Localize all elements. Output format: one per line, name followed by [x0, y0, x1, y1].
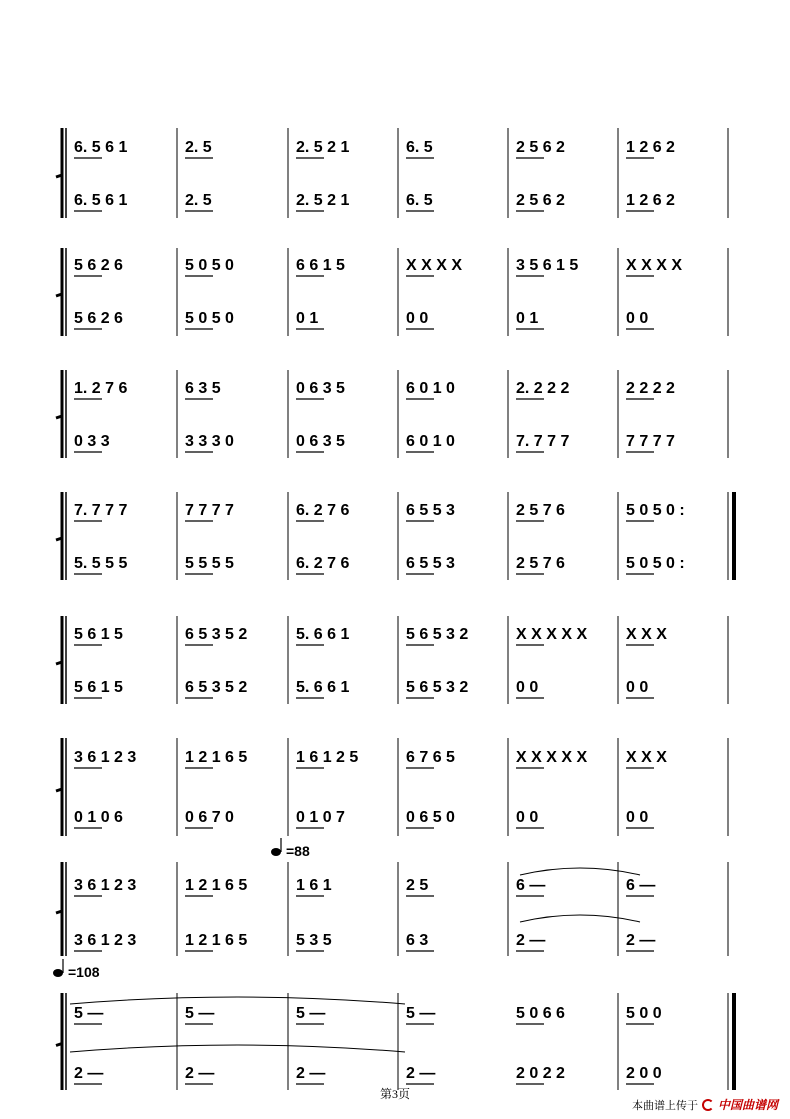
top-measure: 1 6 1	[296, 877, 332, 894]
top-measure: X X X X X	[516, 749, 588, 766]
footer-credit	[632, 1096, 778, 1113]
top-measure: X X X X	[626, 257, 683, 274]
top-measure: X X X X	[406, 257, 463, 274]
bottom-measure: 6 3	[406, 932, 429, 949]
bottom-measure: 0 1 0 6	[74, 809, 123, 826]
top-measure: 5 —	[406, 1005, 436, 1022]
bottom-measure: 0 0	[626, 679, 649, 696]
bottom-measure: 0 0	[626, 809, 649, 826]
system-bracket	[56, 616, 62, 704]
tie	[520, 868, 640, 875]
system-bracket	[56, 128, 62, 218]
bottom-measure: 6 5 5 3	[406, 555, 455, 572]
bottom-measure: 5 0 5 0	[185, 310, 234, 327]
top-measure: X X X X X	[516, 626, 588, 643]
bottom-measure: 5 6 2 6	[74, 310, 123, 327]
note-icon	[271, 848, 281, 856]
top-measure: 5 6 2 6	[74, 257, 123, 274]
bottom-measure: 2 —	[626, 932, 656, 949]
bottom-measure: 2. 5	[185, 192, 212, 209]
top-measure: 5 —	[296, 1005, 326, 1022]
top-measure: 5 6 5 3 2	[406, 626, 469, 643]
tempo-108: =108	[68, 964, 100, 980]
bottom-measure: 7. 7 7 7	[516, 433, 570, 450]
top-measure: 5 0 0	[626, 1005, 662, 1022]
bottom-measure: 2 5 6 2	[516, 192, 565, 209]
bottom-measure: 2 —	[406, 1065, 436, 1082]
bottom-measure: 2 0 2 2	[516, 1065, 565, 1082]
bottom-measure: 1 2 6 2	[626, 192, 675, 209]
bottom-measure: 0 3 3	[74, 433, 110, 450]
bottom-measure: 0 0	[516, 679, 539, 696]
top-measure: 6 5 3 5 2	[185, 626, 248, 643]
bottom-measure: 5 6 5 3 2	[406, 679, 469, 696]
bottom-measure: 0 1	[296, 310, 319, 327]
footer-site: 中国曲谱网	[717, 1098, 778, 1112]
bottom-measure: 3 3 3 0	[185, 433, 234, 450]
top-measure: 7. 7 7 7	[74, 502, 128, 519]
top-measure: 6 —	[516, 877, 546, 894]
bottom-measure: 5. 6 6 1	[296, 679, 350, 696]
top-measure: 2 5 7 6	[516, 502, 565, 519]
top-measure: 6 5 5 3	[406, 502, 455, 519]
bottom-measure: 0 6 7 0	[185, 809, 234, 826]
system-bracket	[56, 738, 62, 836]
top-measure: 6 6 1 5	[296, 257, 345, 274]
top-measure: 0 6 3 5	[296, 380, 345, 397]
system-bracket	[56, 248, 62, 336]
tie	[70, 1045, 405, 1052]
top-measure: X X X	[626, 749, 667, 766]
bottom-measure: 2 0 0	[626, 1065, 662, 1082]
top-measure: 5. 6 6 1	[296, 626, 350, 643]
bottom-measure: 2 5 7 6	[516, 555, 565, 572]
top-measure: 6 —	[626, 877, 656, 894]
bottom-measure: 6 0 1 0	[406, 433, 455, 450]
system-bracket	[56, 370, 62, 458]
bottom-measure: 3 6 1 2 3	[74, 932, 137, 949]
bottom-measure: 5 6 1 5	[74, 679, 123, 696]
site-logo-icon	[702, 1099, 714, 1111]
top-measure: 1 2 6 2	[626, 139, 675, 156]
top-measure: 3 6 1 2 3	[74, 877, 137, 894]
bottom-measure: 0 1	[516, 310, 539, 327]
top-measure: 7 7 7 7	[185, 502, 234, 519]
bottom-measure: 0 1 0 7	[296, 809, 345, 826]
top-measure: X X X	[626, 626, 667, 643]
top-measure: 5 0 6 6	[516, 1005, 565, 1022]
bottom-measure: 2 —	[185, 1065, 215, 1082]
top-measure: 3 5 6 1 5	[516, 257, 579, 274]
tempo-88: =88	[286, 843, 310, 859]
bottom-measure: 0 0	[626, 310, 649, 327]
top-measure: 5 0 5 0	[185, 257, 234, 274]
bottom-measure: 6. 5 6 1	[74, 192, 128, 209]
top-measure: 6 3 5	[185, 380, 221, 397]
bottom-measure: 6. 2 7 6	[296, 555, 350, 572]
system-bracket	[56, 862, 62, 956]
bottom-measure: 5. 5 5 5	[74, 555, 128, 572]
top-measure: 1 6 1 2 5	[296, 749, 359, 766]
note-icon	[53, 969, 63, 977]
top-measure: 6 7 6 5	[406, 749, 455, 766]
top-measure: 5 6 1 5	[74, 626, 123, 643]
top-measure: 6. 5	[406, 139, 433, 156]
bottom-measure: 2 —	[516, 932, 546, 949]
bottom-measure: 5 3 5	[296, 932, 332, 949]
bottom-measure: 0 0	[516, 809, 539, 826]
bottom-measure: 0 0	[406, 310, 429, 327]
top-measure: 2. 2 2 2	[516, 380, 570, 397]
top-measure: 1 2 1 6 5	[185, 749, 248, 766]
top-measure: 6. 2 7 6	[296, 502, 350, 519]
bottom-measure: 0 6 3 5	[296, 433, 345, 450]
system-bracket	[56, 993, 62, 1090]
bottom-measure: 2 —	[74, 1065, 104, 1082]
bottom-measure: 2 —	[296, 1065, 326, 1082]
bottom-measure: 0 6 5 0	[406, 809, 455, 826]
top-measure: 2. 5 2 1	[296, 139, 350, 156]
top-measure: 2 2 2 2	[626, 380, 675, 397]
top-measure: 1. 2 7 6	[74, 380, 128, 397]
top-measure: 6 0 1 0	[406, 380, 455, 397]
top-measure: 5 —	[74, 1005, 104, 1022]
top-measure: 3 6 1 2 3	[74, 749, 137, 766]
top-measure: 2 5	[406, 877, 429, 894]
bottom-measure: 2. 5 2 1	[296, 192, 350, 209]
bottom-measure: 5 0 5 0 :	[626, 555, 685, 572]
page-number: 第3页	[379, 1087, 410, 1101]
top-measure: 2 5 6 2	[516, 139, 565, 156]
top-measure: 5 0 5 0 :	[626, 502, 685, 519]
bottom-measure: 6 5 3 5 2	[185, 679, 248, 696]
system-bracket	[56, 492, 62, 580]
top-measure: 5 —	[185, 1005, 215, 1022]
tie	[70, 997, 405, 1004]
top-measure: 1 2 1 6 5	[185, 877, 248, 894]
bottom-measure: 5 5 5 5	[185, 555, 234, 572]
footer-text: 本曲谱上传于	[631, 1099, 698, 1112]
tie	[520, 915, 640, 922]
bottom-measure: 7 7 7 7	[626, 433, 675, 450]
top-measure: 2. 5	[185, 139, 212, 156]
bottom-measure: 6. 5	[406, 192, 433, 209]
top-measure: 6. 5 6 1	[74, 139, 128, 156]
bottom-measure: 1 2 1 6 5	[185, 932, 248, 949]
